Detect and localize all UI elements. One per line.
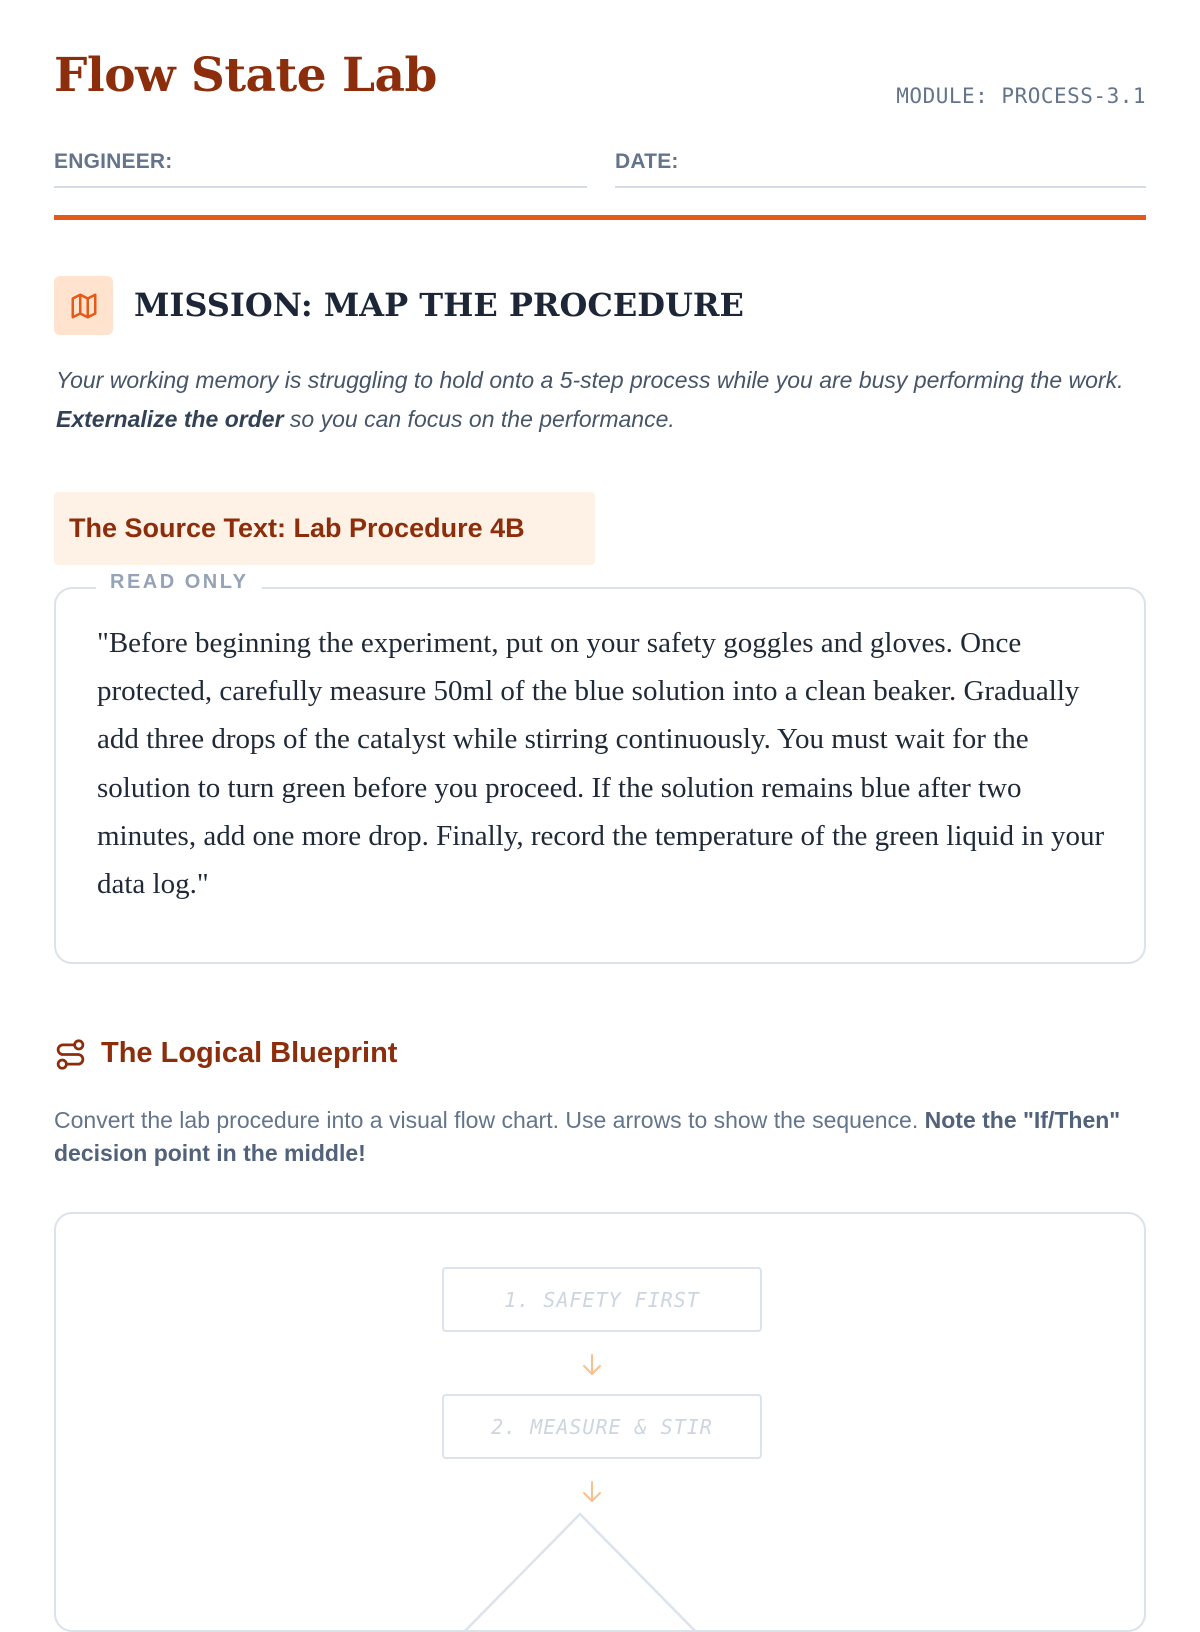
map-icon <box>54 276 113 335</box>
flow-step-measure[interactable]: 2. MEASURE & STIR <box>442 1394 762 1459</box>
mission-title: MISSION: MAP THE PROCEDURE <box>134 286 744 324</box>
blueprint-desc-text: Convert the lab procedure into a visual flow chart. Use arrows to show the sequence. <box>54 1107 925 1133</box>
engineer-field[interactable] <box>54 150 587 188</box>
module-code: MODULE: PROCESS-3.1 <box>896 84 1146 108</box>
date-label: DATE: <box>615 150 679 173</box>
flow-chart-canvas[interactable] <box>54 1212 1146 1632</box>
blueprint-description <box>54 1104 1146 1170</box>
info-fields <box>54 120 1146 192</box>
blueprint-heading <box>54 1035 854 1075</box>
mission-desc-text-end: so you can focus on the performance. <box>283 406 675 432</box>
arrow-down-icon <box>580 1479 604 1505</box>
source-text-box <box>54 571 1146 964</box>
route-icon <box>54 1038 87 1076</box>
source-heading: The Source Text: Lab Procedure 4B <box>54 492 595 565</box>
arrow-down-icon <box>580 1352 604 1378</box>
mission-desc-text: Your working memory is struggling to hold onto a 5-step process while you are busy performing the work. <box>56 367 1124 393</box>
flow-step-safety[interactable]: 1. SAFETY FIRST <box>442 1267 762 1332</box>
header-divider <box>54 215 1146 220</box>
date-field[interactable] <box>615 150 1146 188</box>
mission-description <box>56 361 1148 439</box>
blueprint-title: The Logical Blueprint <box>101 1037 398 1069</box>
blueprint-desc-emphasis: Note the "If/Then" decision point in the middle! <box>54 1107 1121 1166</box>
page-title: Flow State Lab <box>54 48 437 103</box>
procedure-text: "Before beginning the experiment, put on your safety goggles and gloves. Once protected, carefully measure 50ml of the blue solution into a clean beaker. Gradually add three drops of the catalyst while stirring continuously. You must wait for the solution to turn green before you proceed. If the solution remains blue after two minutes, add one more drop. Finally, record the temperature of the green liquid in your data log." <box>97 627 1105 901</box>
mission-desc-emphasis: Externalize the order <box>56 406 284 432</box>
read-only-badge: READ ONLY <box>96 571 262 594</box>
engineer-label: ENGINEER: <box>54 150 173 173</box>
header <box>54 0 1146 120</box>
